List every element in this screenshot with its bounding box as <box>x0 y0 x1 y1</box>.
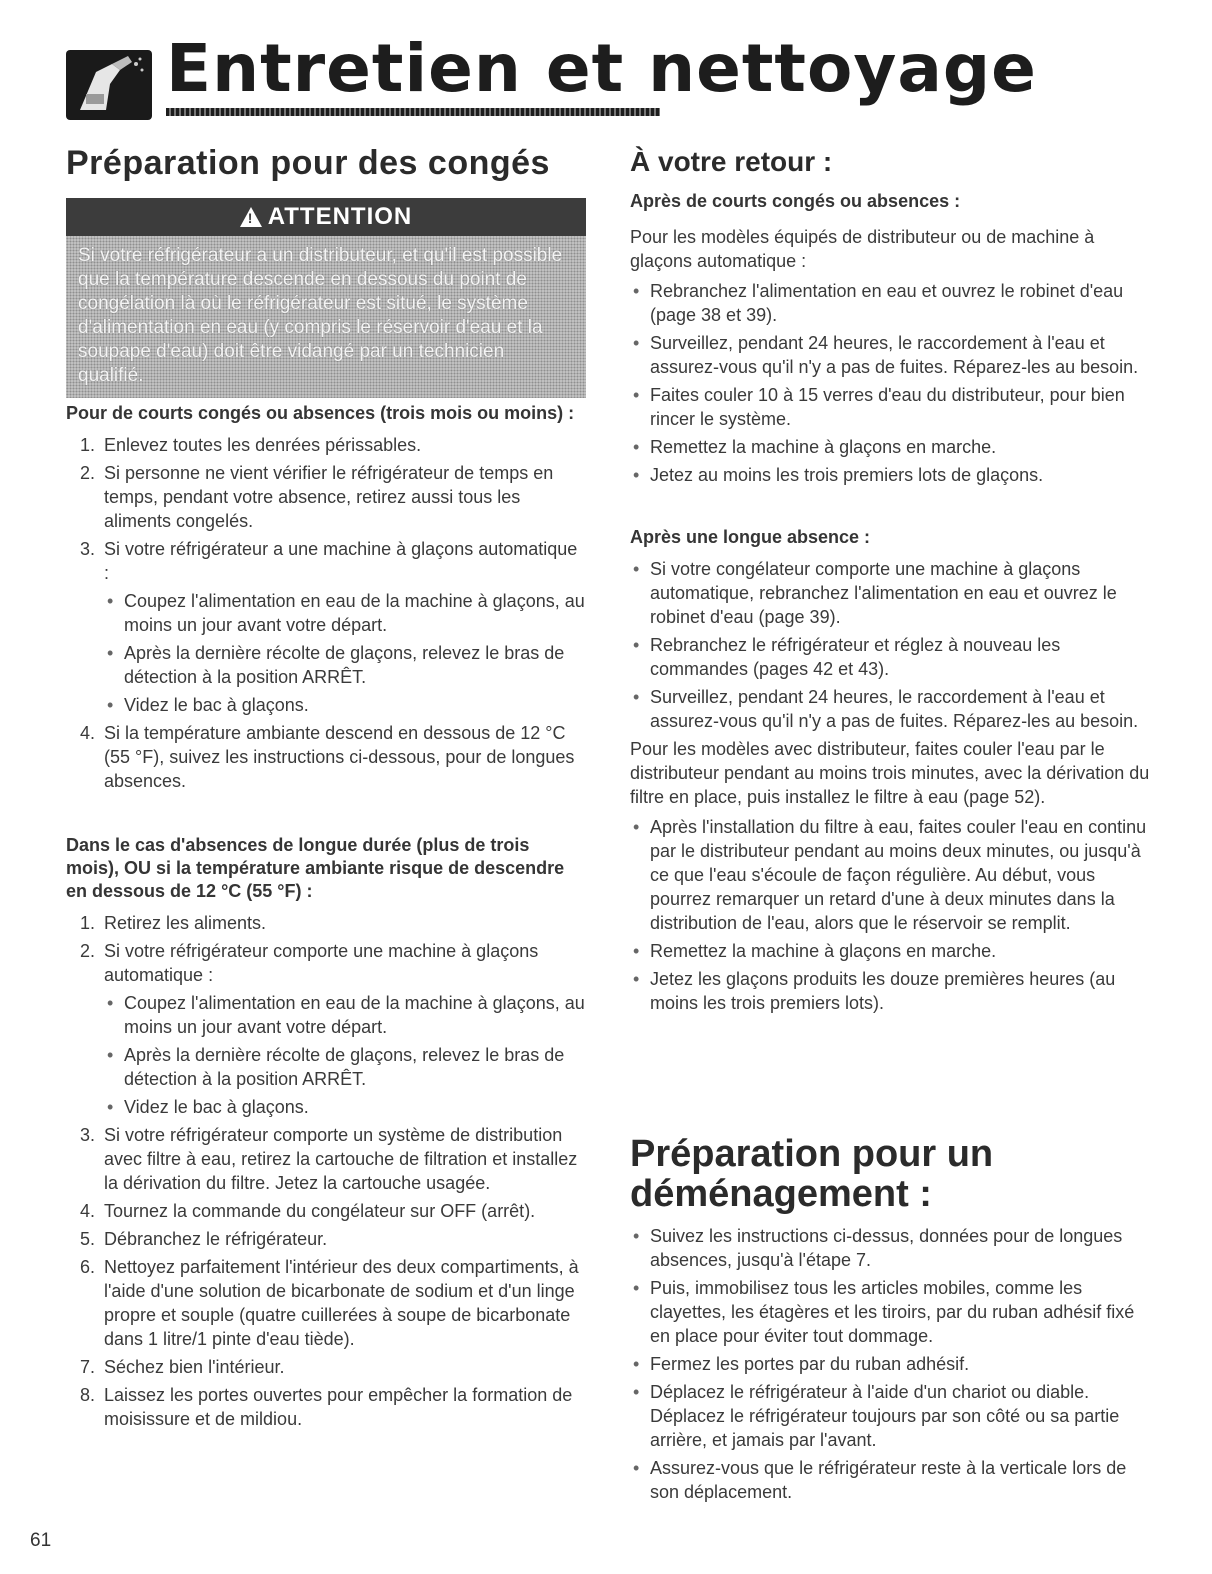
list-item: • Coupez l'alimentation en eau de la machine à glaçons, au moins un jour avant votre départ. <box>104 589 586 637</box>
list-item: 3. Si votre réfrigérateur comporte un système de distribution avec filtre à eau, retirez la cartouche de filtration et installez la dérivation du filtre. Jetez la cartouche usagée. <box>80 1125 578 1193</box>
return-short-list <box>630 279 1155 487</box>
list-item: 8. Laissez les portes ouvertes pour empêcher la formation de moisissure et de mildiou. <box>80 1385 573 1429</box>
caution-label: ATTENTION <box>267 203 413 230</box>
list-item: • Fermez les portes par du ruban adhésif. <box>630 1352 1155 1376</box>
list-item: • Après la dernière récolte de glaçons, relevez le bras de détection à la position ARRÊT. <box>104 641 586 689</box>
list-item: • Suivez les instructions ci-dessus, données pour de longues absences, jusqu'à l'étape 7. <box>630 1224 1155 1272</box>
long-absence-section <box>66 834 586 1435</box>
moving-list <box>630 1224 1155 1504</box>
list-item: 1. Enlevez toutes les denrées périssables. <box>80 435 422 455</box>
list-item: • Videz le bac à glaçons. <box>104 1095 586 1119</box>
title-underline <box>166 108 660 116</box>
filter-list <box>630 815 1155 1015</box>
moving-section <box>630 1134 1155 1508</box>
list-item: • Après la dernière récolte de glaçons, relevez le bras de détection à la position ARRÊT. <box>104 1043 586 1091</box>
return-heading: À votre retour : <box>630 146 833 177</box>
warning-triangle-icon: ! <box>240 207 262 227</box>
short-absence-heading: Pour de courts congés ou absences (trois mois ou moins) : <box>66 403 575 423</box>
list-item: • Assurez-vous que le réfrigérateur reste à la verticale lors de son déplacement. <box>630 1456 1155 1504</box>
caution-text: Si votre réfrigérateur a un distributeur, et qu'il est possible que la température descende en dessous du point de congélation là où le réfrigérateur est situé, le système d'alimentation en eau (y compris le réservoir d'eau et la soupape d'eau) doit être vidangé par un technicien qualifié. <box>78 245 563 386</box>
page-title: Entretien et nettoyage <box>166 30 1037 107</box>
list-item: 6. Nettoyez parfaitement l'intérieur des deux compartiments, à l'aide d'une solution de bicarbonate de sodium et d'un linge propre et souple (quatre cuillerées à soupe de bicarbonate dans 1 litre/1 pinte d'eau tiède). <box>80 1257 579 1349</box>
list-item: 4. Tournez la commande du congélateur sur OFF (arrêt). <box>80 1201 536 1221</box>
page-number: 61 <box>30 1530 52 1551</box>
filter-paragraph: Pour les modèles avec distributeur, faites couler l'eau par le distributeur pendant au moins trois minutes, avec la dérivation du filtre en place, puis installez le filtre à eau (page 52). <box>630 739 1150 807</box>
icemaker-substeps <box>104 991 586 1119</box>
list-item: • Rebranchez le réfrigérateur et réglez à nouveau les commandes (pages 42 et 43). <box>630 633 1155 681</box>
long-absence-heading: Dans le cas d'absences de longue durée (plus de trois mois), OU si la température ambiante risque de descendre en dessous de 12 °C (55 °F) : <box>66 835 565 901</box>
caution-banner <box>66 198 586 236</box>
list-item: • Faites couler 10 à 15 verres d'eau du distributeur, pour bien rincer le système. <box>630 383 1155 431</box>
short-absence-section <box>66 402 586 797</box>
long-absence-list <box>66 911 586 1431</box>
list-item: • Rebranchez l'alimentation en eau et ouvrez le robinet d'eau (page 38 et 39). <box>630 279 1155 327</box>
list-item: 7. Séchez bien l'intérieur. <box>80 1357 285 1377</box>
return-short-heading: Après de courts congés ou absences : <box>630 191 961 211</box>
list-item: • Jetez au moins les trois premiers lots de glaçons. <box>630 463 1155 487</box>
short-absence-list <box>66 433 586 793</box>
list-item: 2. Si votre réfrigérateur comporte une machine à glaçons automatique : • Coupez l'alimentation en eau de la machine à glaçons, au moins un jour avant votre départ. • Après la dernière récolte de glaçons, relevez le bras de détection à la position ARRÊT. • Videz le bac à glaçons. <box>66 939 586 1119</box>
return-long-list <box>630 557 1155 733</box>
list-item: 2. Si personne ne vient vérifier le réfrigérateur de temps en temps, pendant votre absence, retirez aussi tous les aliments congelés. <box>80 463 554 531</box>
list-item: • Puis, immobilisez tous les articles mobiles, comme les clayettes, les étagères et les tiroirs, par du ruban adhésif fixé en place pour éviter tout dommage. <box>630 1276 1155 1348</box>
list-item: • Coupez l'alimentation en eau de la machine à glaçons, au moins un jour avant votre départ. <box>104 991 586 1039</box>
list-item: • Surveillez, pendant 24 heures, le raccordement à l'eau et assurez-vous qu'il n'y a pas de fuites. Réparez-les au besoin. <box>630 685 1155 733</box>
list-item: • Déplacez le réfrigérateur à l'aide d'un chariot ou diable. Déplacez le réfrigérateur toujours par son côté ou sa partie arrière, et jamais par l'avant. <box>630 1380 1155 1452</box>
list-item: 3. Si votre réfrigérateur a une machine à glaçons automatique : • Coupez l'alimentation en eau de la machine à glaçons, au moins un jour avant votre départ. • Après la dernière récolte de glaçons, relevez le bras de détection à la position ARRÊT. • Videz le bac à glaçons. <box>66 537 586 717</box>
moving-heading: Préparation pour un déménagement : <box>630 1133 994 1215</box>
icemaker-substeps <box>104 589 586 717</box>
vacation-prep-heading: Préparation pour des congés <box>66 144 550 182</box>
list-item: 4. Si la température ambiante descend en dessous de 12 °C (55 °F), suivez les instructions ci-dessous, pour de longues absences. <box>80 723 575 791</box>
list-item: 5. Débranchez le réfrigérateur. <box>80 1229 328 1249</box>
list-item: • Remettez la machine à glaçons en marche. <box>630 939 1155 963</box>
return-short-section <box>630 190 1155 491</box>
page-header <box>66 22 1037 118</box>
cleaning-spray-icon <box>66 50 152 120</box>
list-item: 1. Retirez les aliments. <box>80 913 267 933</box>
list-item: • Surveillez, pendant 24 heures, le raccordement à l'eau et assurez-vous qu'il n'y a pas de fuites. Réparez-les au besoin. <box>630 331 1155 379</box>
list-item: • Après l'installation du filtre à eau, faites couler l'eau en continu par le distributeur pendant au moins deux minutes, ou jusqu'à ce que l'eau s'écoule de façon régulière. Au début, vous pourrez remarquer un retard d'une à deux minutes dans la distribution de l'eau, alors que le réservoir se remplit. <box>630 815 1155 935</box>
list-item: • Jetez les glaçons produits les douze premières heures (au moins les trois premiers lots). <box>630 967 1155 1015</box>
return-long-heading: Après une longue absence : <box>630 527 871 547</box>
list-item: • Si votre congélateur comporte une machine à glaçons automatique, rebranchez l'alimentation en eau et ouvrez le robinet d'eau (page 39). <box>630 557 1155 629</box>
caution-box <box>66 198 586 398</box>
list-item: • Remettez la machine à glaçons en marche. <box>630 435 1155 459</box>
return-long-section <box>630 526 1155 1019</box>
return-short-intro: Pour les modèles équipés de distributeur ou de machine à glaçons automatique : <box>630 227 1095 271</box>
list-item: • Videz le bac à glaçons. <box>104 693 586 717</box>
